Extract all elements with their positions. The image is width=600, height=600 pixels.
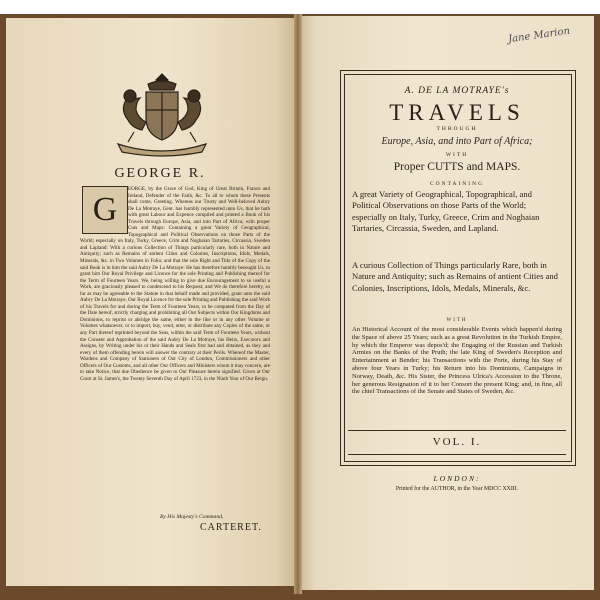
contents-paragraph-1: A great Variety of Geographical, Topographical, and Political Observations on those Parts of the World; especially on Italy, Turky, Greece, Crim and Noghaian Tartaries, Circassia, Sweden, and Lapland. <box>352 189 540 234</box>
volume-label: VOL. I. <box>432 436 482 448</box>
main-title: TRAVELS <box>389 100 525 125</box>
with-line: WITH <box>445 152 469 158</box>
volume-rule-top <box>348 430 566 431</box>
regions-line: Europe, Asia, and into Part of Africa; <box>381 136 533 147</box>
proclamation-body <box>80 186 270 382</box>
contents-paragraph-3: An Historical Account of the most considerable Events which happen'd during the Space of above 25 Years; such as a great Revolution in the Turkish Empire, by which the Emperor was depos'd; the Engaging of the Russian and Turkish Armies on the Banks of the Pruth; the late King of Sweden's Reception and Entertainment at Bender; his Transactions with the Porte, during his Stay of above four Years in Turky; his Return into his Dominions, Campaigns in Norway, Death, &c. His Sister, the Princess Ulrica's Accession to the Throne, her generous Resignation of it to her Consort the present King; and, in fine, all the chief Transactions of the Senate and States of Sweden, &c. <box>352 326 562 396</box>
proclamation-text: EORGE, by the Grace of God, King of Great Britain, France and Ireland, Defender of the Faith, &c. To all to whom these Presents shall come, Greeting. Whereas our Trusty and Well-beloved Aubry De La Motraye, Gent. has humbly represented unto Us, that he hath with great Labour and Expence compiled and printed a Book of his Travels through Europe, Asia, and into Part of Africa; with proper Cuts and Maps: Containing a great Variety of Geographical, Topographical and Political Observations on those Parts of the World; especially on Italy, Turky, Greece, Crim and Noghaian Tartaries, Circassia, Sweden and Lapland: With a curious Collection of Things particularly rare, both in Nature and Antiquity; such as Remains of antient Cities and Colonies, Inscriptions, Idols, Medals, Minerals, &c. in Two Volumes in Folio; and that the sole Right and Title of the Copy of the said Book is in him the said Aubry De La Motraye: He has therefore humbly besought Us, to grant him Our Royal Privilege and Licence for the sole Printing and Publishing thereof for the Term of Fourteen Years. We, being willing to give due Encouragement to so useful a Work, are graciously pleased to condescend to his Request; and We do therefore hereby, so far as may be agreeable to the Statute in that behalf made and provided, grant unto the said Aubry De La Motraye, Our Royal Licence for the sole Printing and Publishing the said Work of his Travels for and during the Term of Fourteen Years, to be computed from the Day of the Date hereof, strictly charging and prohibiting all Our Subjects within Our Kingdoms and Dominions, to reprint or abridge the same, either in the like or in any other Volume or Volumes whatsoever, or to import, buy, vend, utter, or distribute any Copies of the same, or any Part thereof reprinted beyond the Seas, within the said Term of Fourteen Years, without the Consent and Approbation of the said Aubry De La Motraye, his Heirs, Executors and Assigns, by Writing under his or their Hands and Seals first had and obtained, as they and every of them offending herein will answer the contrary at their Perils. Whereof the Master, Wardens and Company of Stationers of Our City of London, Commissioners and other Officers of Our Customs, and all other Our Officers and Ministers whom it may concern, are to take Notice, that due Obedience be given to Our Pleasure herein signified. Given at Our Court at St. James's, the Twenty Seventh Day of April 1723, in the Ninth Year of Our Reign. <box>80 186 270 382</box>
book-gutter <box>294 14 302 594</box>
handwritten-signature: Jane Marion <box>507 25 571 46</box>
volume-rule-bottom <box>348 454 566 455</box>
imprint-line: Printed for the AUTHOR, in the Year MDCC XXIII. <box>395 486 519 492</box>
containing-line: CONTAINING <box>429 181 485 187</box>
cuts-maps-line: Proper CUTTS and MAPS. <box>393 161 521 173</box>
contents-paragraph-2: A curious Collection of Things particularly Rare, both in Nature and Antiquity; such as Remains of antient Cities and Colonies, Inscriptions, Idols, Medals, Minerals, &c. <box>352 260 558 293</box>
imprint-city: LONDON: <box>433 474 481 483</box>
author-line: A. DE LA MOTRAYE's <box>404 86 510 96</box>
proclamation-signatory: CARTERET. <box>200 522 262 533</box>
drop-cap-initial: G <box>82 186 128 234</box>
royal-coat-of-arms-icon <box>108 70 216 158</box>
with-line-2: WITH <box>446 318 468 323</box>
proclamation-command: By His Majesty's Command, <box>160 514 224 520</box>
proclamation-title: GEORGE R. <box>114 166 206 181</box>
through-line: THROUGH <box>436 126 478 132</box>
